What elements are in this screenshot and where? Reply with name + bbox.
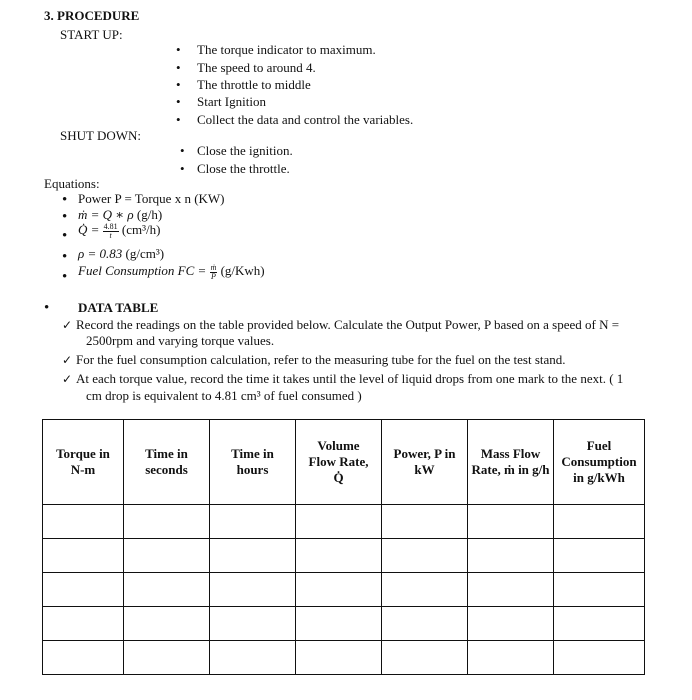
table-body <box>43 505 645 675</box>
column-header <box>382 420 468 505</box>
fuel-fraction <box>210 264 218 281</box>
column-header-line: seconds <box>145 462 188 477</box>
section-title: PROCEDURE <box>57 8 140 23</box>
table-cell[interactable] <box>296 539 382 573</box>
table-row <box>43 607 645 641</box>
checkmark-icon: ✓ <box>62 372 73 386</box>
table-cell[interactable] <box>468 607 554 641</box>
note-line: For the fuel consumption calculation, refer to the measuring tube for the fuel on the test stand. <box>76 352 566 367</box>
table-cell[interactable] <box>210 539 296 573</box>
table-row <box>43 539 645 573</box>
table-cell[interactable] <box>382 641 468 675</box>
table-cell[interactable] <box>124 607 210 641</box>
table-cell[interactable] <box>210 607 296 641</box>
table-cell[interactable] <box>210 505 296 539</box>
note-line: cm drop is equivalent to 4.81 cm³ of fuel consumed ) <box>86 388 362 403</box>
table-cell[interactable] <box>124 505 210 539</box>
table-cell[interactable] <box>210 641 296 675</box>
column-header <box>210 420 296 505</box>
equations-label: Equations: <box>44 176 100 191</box>
bullet-icon: • <box>176 94 181 109</box>
table-cell[interactable] <box>43 641 124 675</box>
density-lhs: ρ = 0.83 <box>78 246 123 261</box>
table-cell[interactable] <box>43 573 124 607</box>
note-line: Record the readings on the table provided below. Calculate the Output Power, P based on a speed of N = <box>76 317 620 332</box>
table-cell[interactable] <box>43 607 124 641</box>
table-cell[interactable] <box>554 607 645 641</box>
fuel-lhs: Fuel Consumption FC = <box>78 263 207 278</box>
section-number: 3. <box>44 8 54 23</box>
startup-item: The throttle to middle <box>197 77 311 92</box>
column-header-line: Flow Rate, <box>308 454 369 469</box>
column-header <box>124 420 210 505</box>
vol-flow-unit: (cm³/h) <box>121 222 161 237</box>
column-header-line: Consumption <box>561 454 637 469</box>
column-header-line: kW <box>414 462 435 477</box>
fuel-denominator: P <box>211 271 216 281</box>
startup-label: START UP: <box>60 27 123 42</box>
bullet-icon: • <box>176 112 181 127</box>
table-cell[interactable] <box>554 573 645 607</box>
bullet-icon: • <box>180 161 185 176</box>
data-table-title: DATA TABLE <box>78 300 159 315</box>
vol-flow-denominator: t <box>109 230 112 240</box>
table-cell[interactable] <box>554 641 645 675</box>
checkmark-icon: ✓ <box>62 318 73 332</box>
shutdown-label: SHUT DOWN: <box>60 128 142 143</box>
table-cell[interactable] <box>43 505 124 539</box>
fuel-numerator: ṁ <box>210 262 217 272</box>
table-cell[interactable] <box>296 573 382 607</box>
startup-item: The speed to around 4. <box>197 60 316 75</box>
table-cell[interactable] <box>382 607 468 641</box>
column-header-line: Power, P in <box>393 446 456 461</box>
column-header-line: Fuel <box>586 438 612 453</box>
vol-flow-lhs: Q̇ = <box>78 222 100 237</box>
column-header <box>43 420 124 505</box>
table-cell[interactable] <box>296 505 382 539</box>
column-header-line: Mass Flow <box>480 446 541 461</box>
column-header-line: Volume <box>317 438 360 453</box>
bullet-icon: • <box>62 209 68 225</box>
startup-item: Start Ignition <box>197 94 266 109</box>
checkmark-icon: ✓ <box>62 353 73 367</box>
bullet-icon: • <box>62 249 68 265</box>
bullet-icon: • <box>62 192 68 208</box>
density-unit: (g/cm³) <box>125 246 165 261</box>
column-header <box>468 420 554 505</box>
mass-flow-unit: (g/h) <box>136 207 163 222</box>
column-header-line: Time in <box>231 446 274 461</box>
section-heading <box>44 8 139 24</box>
table-cell[interactable] <box>468 539 554 573</box>
shutdown-item: Close the throttle. <box>197 161 290 176</box>
table-cell[interactable] <box>124 641 210 675</box>
fuel-consumption-equation <box>78 263 265 281</box>
table-cell[interactable] <box>124 539 210 573</box>
vol-flow-fraction <box>103 223 119 240</box>
bullet-icon: • <box>176 60 181 75</box>
table-row <box>43 505 645 539</box>
bullet-icon: • <box>62 228 68 244</box>
bullet-icon: • <box>180 143 185 158</box>
table-cell[interactable] <box>468 573 554 607</box>
bullet-icon: • <box>176 42 181 57</box>
column-header-line: N-m <box>70 462 96 477</box>
mass-flow-equation <box>78 207 162 223</box>
column-header-line: Torque in <box>56 446 110 461</box>
power-equation: Power P = Torque x n (KW) <box>78 191 225 206</box>
data-table <box>42 419 645 675</box>
mass-flow-lhs: ṁ = Q ∗ ρ <box>78 207 134 222</box>
table-cell[interactable] <box>468 641 554 675</box>
table-row <box>43 641 645 675</box>
column-header-line: in g/kWh <box>573 470 625 485</box>
startup-item: The torque indicator to maximum. <box>197 42 376 57</box>
table-cell[interactable] <box>210 573 296 607</box>
column-header <box>554 420 645 505</box>
bullet-icon: • <box>62 269 68 285</box>
fuel-unit: (g/Kwh) <box>220 263 265 278</box>
table-cell[interactable] <box>554 539 645 573</box>
startup-item: Collect the data and control the variables. <box>197 112 414 127</box>
shutdown-item: Close the ignition. <box>197 143 293 158</box>
table-cell[interactable] <box>554 505 645 539</box>
table-cell[interactable] <box>124 573 210 607</box>
column-header-line: Q̇ <box>333 470 344 485</box>
column-header-line: Time in <box>145 446 188 461</box>
bullet-icon: • <box>176 77 181 92</box>
bullet-icon: • <box>44 300 50 316</box>
table-cell[interactable] <box>382 505 468 539</box>
density-equation <box>78 246 164 262</box>
column-header <box>296 420 382 505</box>
column-header-line: hours <box>236 462 269 477</box>
table-cell[interactable] <box>382 573 468 607</box>
table-cell[interactable] <box>468 505 554 539</box>
table-cell[interactable] <box>296 607 382 641</box>
table-row <box>43 573 645 607</box>
note-line: 2500rpm and varying torque values. <box>86 333 275 348</box>
table-cell[interactable] <box>43 539 124 573</box>
note-line: At each torque value, record the time it takes until the level of liquid drops from one mark to the next. ( 1 <box>76 371 624 386</box>
table-header-row <box>43 420 645 505</box>
volume-flow-equation <box>78 222 160 240</box>
table-cell[interactable] <box>382 539 468 573</box>
column-header-line: Rate, ṁ in g/h <box>471 462 550 477</box>
table-cell[interactable] <box>296 641 382 675</box>
vol-flow-numerator: 4.81 <box>103 221 118 231</box>
